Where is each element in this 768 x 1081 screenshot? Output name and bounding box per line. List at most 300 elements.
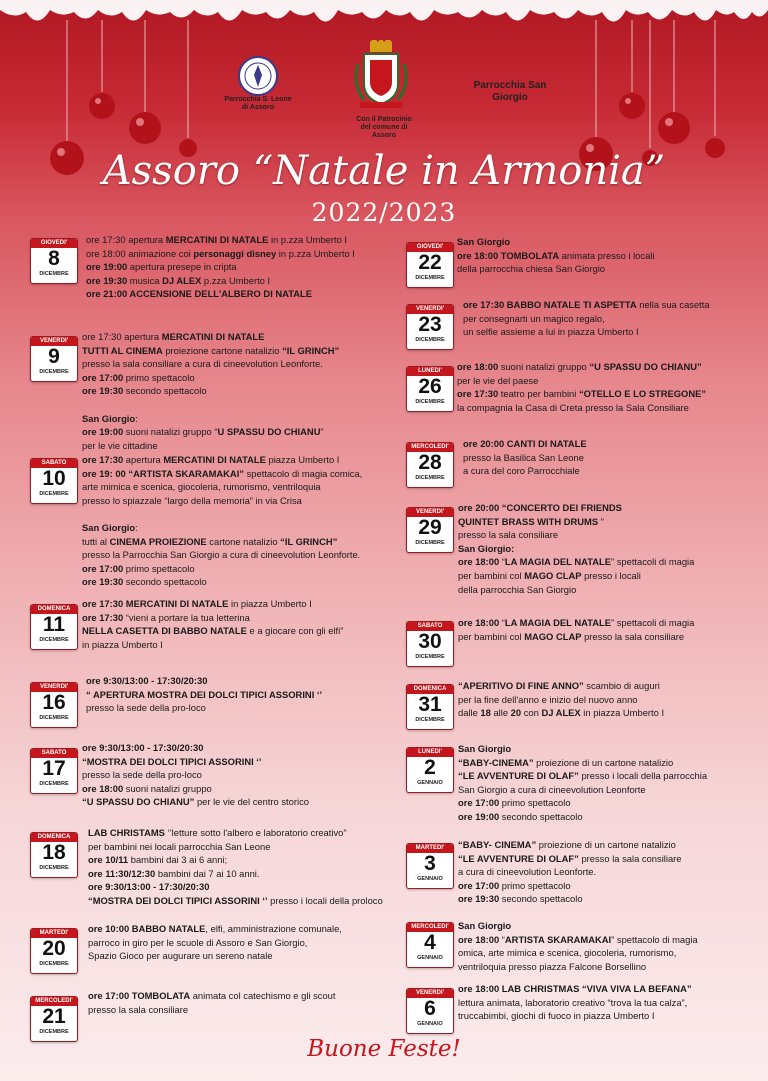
- event-line: [458, 1009, 654, 1023]
- event-text: animata col catechismo e gli scout: [190, 990, 336, 1001]
- event-text: “IL GRINCH”: [280, 535, 338, 547]
- event-text: ore 19:30: [86, 274, 128, 286]
- event-text: in piazza Umberto I: [228, 598, 312, 609]
- event-text: ore 17:00: [82, 562, 124, 574]
- event-line: [82, 412, 138, 426]
- event-text: ore 17:30: [457, 388, 499, 400]
- calendar-month: DICEMBRE: [415, 337, 445, 343]
- event-text: Spazio Gioco per augurare un sereno natale: [88, 950, 273, 962]
- event-text: spettacolo di magia comica,: [244, 467, 363, 479]
- event-text: ore 20:00 CANTI DI NATALE: [463, 438, 587, 449]
- event-text: DJ ALEX: [541, 707, 581, 719]
- calendar-date-icon: [406, 442, 454, 488]
- event-text: ore 18:00: [82, 782, 124, 794]
- event-text: ‘’letture sotto l'albero e laboratorio creativo”: [164, 827, 347, 838]
- event-line: [82, 755, 262, 769]
- calendar-day-number: 16: [42, 691, 66, 714]
- event-line: [458, 982, 692, 996]
- calendar-weekday: MERCOLEDI': [407, 923, 453, 932]
- event-line: [458, 756, 673, 770]
- event-text: suoni natalizi gruppo: [498, 361, 590, 372]
- calendar-date-icon: [30, 336, 78, 382]
- event-text: secondo spettacolo: [123, 385, 207, 397]
- event-line: [88, 880, 209, 894]
- calendar-day-number: 31: [418, 693, 442, 716]
- event-line: [458, 693, 638, 707]
- calendar-date-icon: [30, 832, 78, 878]
- event-text: ore 19:00: [82, 426, 124, 438]
- event-text: alle: [490, 707, 511, 719]
- event-line: [82, 357, 323, 371]
- event-text: con: [521, 707, 542, 719]
- event-text: “OTELLO E LO STREGONE”: [578, 388, 707, 400]
- event-line: [82, 330, 264, 344]
- calendar-day-number: 30: [418, 630, 442, 653]
- event-text: San Giorgio: [82, 412, 136, 424]
- event-line: [458, 919, 511, 933]
- event-text: ore 9:30/13:00 - 17:30/20:30: [86, 675, 208, 686]
- event-line: [86, 688, 322, 702]
- event-text: omica, arte mimica e scenica, giocoleria, rumorismo,: [458, 947, 677, 959]
- event-line: [82, 795, 309, 809]
- event-line: [457, 401, 689, 415]
- event-text: in piazza Umberto I: [580, 707, 665, 719]
- event-text: musica: [127, 274, 163, 286]
- event-line: [82, 480, 321, 494]
- event-line: [82, 624, 343, 638]
- event-text: ARTISTA SKARAMAKAI: [504, 933, 612, 945]
- event-line: [458, 515, 604, 529]
- calendar-month: GENNAIO: [417, 1021, 443, 1027]
- calendar-day-number: 8: [48, 247, 60, 270]
- event-text: primo spettacolo: [499, 879, 571, 891]
- event-text: TUTTI AL CINEMA: [82, 344, 163, 356]
- event-text: NELLA CASETTA DI BABBO NATALE: [82, 625, 247, 637]
- calendar-date-icon: [30, 238, 78, 284]
- event-text: della parrocchia chiesa San Giorgio: [457, 263, 605, 275]
- event-line: [82, 467, 362, 481]
- event-text: MAGO CLAP: [524, 570, 582, 581]
- calendar-weekday: VENERDI': [31, 683, 77, 692]
- event-text: arte mimica e scenica, giocoleria, rumorismo, ventriloquia: [82, 481, 321, 493]
- event-text: ore 19:30: [82, 385, 124, 397]
- event-line: [88, 1003, 188, 1017]
- event-text: suoni natalizi gruppo “: [123, 426, 218, 438]
- event-text: “CONCERTO DEI FRIENDS: [499, 502, 622, 513]
- calendar-date-icon: [406, 684, 454, 730]
- calendar-month: DICEMBRE: [415, 654, 445, 660]
- event-text: a cura del coro Parrocchiale: [463, 465, 580, 477]
- calendar-date-icon: [406, 843, 454, 889]
- event-line: [82, 562, 195, 576]
- event-line: [88, 853, 227, 867]
- event-text: in p.zza Umberto I: [268, 234, 348, 245]
- event-text: presso la sala consiliare: [88, 1003, 189, 1015]
- event-text: apertura: [123, 454, 164, 465]
- calendar-weekday: SABATO: [31, 749, 77, 758]
- event-line: [458, 583, 576, 597]
- event-line: [88, 949, 273, 963]
- event-text: “: [499, 556, 505, 568]
- calendar-day-number: 4: [424, 931, 436, 954]
- event-line: [88, 867, 260, 881]
- event-text: truccabimbi, giochi di fuoco in piazza Umberto I: [458, 1010, 655, 1022]
- event-line: [458, 616, 694, 630]
- event-text: presso la sala consiliare: [581, 630, 685, 642]
- event-text: , elfi, amministrazione comunale,: [205, 923, 342, 934]
- calendar-date-icon: [406, 242, 454, 288]
- event-text: suoni natalizi gruppo: [123, 782, 212, 794]
- calendar-day-number: 3: [424, 852, 436, 875]
- event-line: [463, 325, 639, 339]
- calendar-day-number: 10: [42, 467, 66, 490]
- event-text: apertura presepe in cripta: [127, 261, 237, 273]
- event-text: dalle: [458, 707, 481, 719]
- event-text: apertura: [121, 331, 162, 342]
- calendar-month: DICEMBRE: [39, 369, 69, 375]
- event-text: proiezione di un cartone natalizio: [533, 756, 674, 768]
- calendar-day-number: 6: [424, 997, 436, 1020]
- event-text: e a giocare con gli elfi”: [246, 625, 344, 637]
- event-text: LA MAGIA DEL NATALE: [504, 617, 611, 628]
- event-text: “: [499, 933, 505, 945]
- calendar-month: DICEMBRE: [39, 961, 69, 967]
- event-line: [86, 287, 312, 301]
- event-text: ore 18:00: [458, 617, 500, 628]
- event-line: [458, 679, 660, 693]
- event-text: un selfie assieme a lui in piazza Umberto I: [463, 326, 639, 338]
- event-text: presso i locali della proloco: [267, 895, 383, 906]
- event-text: :: [135, 522, 138, 533]
- event-text: CINEMA PROIEZIONE: [109, 535, 207, 547]
- calendar-weekday: DOMENICA: [31, 605, 77, 614]
- calendar-month: DICEMBRE: [39, 715, 69, 721]
- event-text: “U SPASSU DO CHIANU”: [82, 796, 195, 808]
- calendar-date-icon: [406, 304, 454, 350]
- calendar-weekday: LUNEDI': [407, 367, 453, 376]
- calendar-weekday: SABATO: [31, 459, 77, 468]
- event-line: [463, 451, 584, 465]
- event-text: San Giorgio:: [458, 542, 515, 554]
- event-text: ore 9:30/13:00 - 17:30/20:30: [82, 742, 204, 753]
- event-text: per la fine dell'anno e inizio del nuovo anno: [458, 693, 638, 705]
- event-text: nella sua casetta: [636, 299, 710, 310]
- calendar-day-number: 28: [418, 451, 442, 474]
- event-line: [458, 630, 684, 644]
- calendar-day-number: 26: [418, 375, 442, 398]
- event-text: animata presso i locali: [559, 249, 655, 261]
- event-line: [82, 494, 302, 508]
- event-text: ore 19:00: [458, 811, 500, 822]
- event-text: San Giorgio: [457, 236, 511, 247]
- event-line: [82, 344, 339, 358]
- calendar-date-icon: [406, 922, 454, 968]
- event-line: [88, 922, 342, 936]
- calendar-weekday: VENERDI': [407, 989, 453, 998]
- calendar-date-icon: [406, 621, 454, 667]
- event-text: U SPASSU DO CHIANU: [217, 426, 321, 438]
- event-text: secondo spettacolo: [499, 893, 583, 905]
- event-line: [82, 575, 207, 589]
- event-text: ore 17:00: [82, 371, 124, 383]
- footer-greeting: Buone Feste!: [307, 1036, 461, 1062]
- event-text: “ APERTURA MOSTRA DEI DOLCI TIPICI ASSORINI ‘’: [86, 688, 323, 700]
- calendar-month: GENNAIO: [417, 780, 443, 786]
- event-text: “LE AVVENTURE DI OLAF”: [458, 852, 579, 864]
- event-text: cartone natalizio: [206, 535, 281, 547]
- calendar-date-icon: [30, 604, 78, 650]
- calendar-day-number: 21: [42, 1005, 66, 1028]
- event-line: [458, 892, 583, 906]
- calendar-month: DICEMBRE: [39, 637, 69, 643]
- event-text: MERCATINI DI NATALE: [163, 454, 266, 465]
- logo-left-text: Parrocchia S. Leone di Assoro: [224, 96, 292, 111]
- event-text: ore 11:30/12:30: [88, 867, 156, 879]
- event-line: [88, 840, 270, 854]
- event-line: [88, 826, 346, 840]
- event-line: [457, 235, 510, 249]
- calendar-weekday: MERCOLEDI': [407, 443, 453, 452]
- event-line: [82, 371, 195, 385]
- calendar-month: DICEMBRE: [39, 491, 69, 497]
- event-text: presso lo spiazzale “largo della memoria” in via Crisa: [82, 494, 302, 506]
- calendar-month: DICEMBRE: [39, 781, 69, 787]
- event-text: ore 17:00: [458, 879, 500, 891]
- event-line: [88, 894, 383, 908]
- calendar-day-number: 2: [424, 756, 436, 779]
- event-text: ore 17:00 TOMBOLATA: [88, 990, 191, 1001]
- calendar-weekday: MARTEDI': [31, 929, 77, 938]
- event-text: per le vie del paese: [457, 374, 539, 386]
- event-text: primo spettacolo: [123, 562, 195, 574]
- event-line: [463, 312, 605, 326]
- event-line: [458, 569, 641, 583]
- event-line: [463, 437, 587, 451]
- event-line: [82, 453, 339, 467]
- event-text: ore 19:00: [86, 261, 128, 273]
- calendar-date-icon: [406, 747, 454, 793]
- event-line: [458, 528, 558, 542]
- logo-right-text: Parrocchia San Giorgio: [473, 80, 547, 103]
- event-line: [457, 249, 654, 263]
- event-text: ore 19: 00 “ARTISTA SKARAMAKAI”: [82, 467, 244, 479]
- event-text: presso la Basilica San Leone: [463, 451, 584, 463]
- event-text: “: [499, 617, 505, 628]
- logo-center-text: Con il Patrocinio del comune di Assoro: [356, 116, 412, 139]
- event-text: presso la sala consiliare: [578, 852, 682, 864]
- calendar-weekday: GIOVEDI': [31, 239, 77, 248]
- event-text: LAB CHRISTAMS: [88, 827, 165, 838]
- event-text: ore 17:30: [82, 454, 124, 465]
- event-line: [82, 638, 163, 652]
- event-text: ” spettacolo di magia: [611, 933, 698, 945]
- event-line: [82, 425, 324, 439]
- event-text: 20: [510, 707, 522, 719]
- calendar-weekday: DOMENICA: [31, 833, 77, 842]
- event-text: ore 17:30: [82, 611, 124, 623]
- calendar-month: DICEMBRE: [415, 717, 445, 723]
- event-text: presso i locali della parrocchia: [578, 770, 708, 782]
- calendar-date-icon: [30, 458, 78, 504]
- event-text: ventriloquia presso piazza Falcone Borsellino: [458, 960, 647, 972]
- event-line: [463, 298, 710, 312]
- event-line: [458, 542, 514, 556]
- calendar-date-icon: [406, 988, 454, 1034]
- event-text: per consegnarti un magico regalo,: [463, 312, 605, 324]
- event-line: [82, 782, 212, 796]
- event-text: San Giorgio: [458, 920, 512, 931]
- event-text: primo spettacolo: [499, 797, 571, 809]
- event-text: San Giorgio: [82, 522, 136, 533]
- calendar-day-number: 11: [42, 613, 66, 636]
- event-text: “BABY- CINEMA”: [458, 839, 537, 850]
- calendar-month: DICEMBRE: [39, 865, 69, 871]
- event-text: presso la sala consiliare a cura di cineevolution Leonforte.: [82, 358, 323, 370]
- event-line: [82, 535, 337, 549]
- calendar-month: DICEMBRE: [415, 399, 445, 405]
- event-text: ore 9:30/13:00 - 17:30/20:30: [88, 881, 210, 893]
- page-year: 2022/2023: [311, 198, 457, 227]
- event-line: [457, 262, 605, 276]
- calendar-weekday: DOMENICA: [407, 685, 453, 694]
- event-line: [82, 521, 138, 535]
- event-line: [458, 960, 646, 974]
- event-line: [457, 374, 538, 388]
- event-text: per le vie cittadine: [82, 439, 158, 451]
- event-text: per le vie del centro storico: [194, 796, 309, 808]
- event-line: [458, 879, 571, 893]
- calendar-month: DICEMBRE: [415, 540, 445, 546]
- event-text: proiezione cartone natalizio: [162, 344, 283, 356]
- event-line: [82, 741, 203, 755]
- event-text: ore 18:00 TOMBOLATA: [457, 249, 560, 261]
- calendar-month: DICEMBRE: [415, 475, 445, 481]
- calendar-weekday: VENERDI': [31, 337, 77, 346]
- event-text: ”: [598, 515, 604, 527]
- calendar-weekday: LUNEDI': [407, 748, 453, 757]
- calendar-weekday: VENERDI': [407, 305, 453, 314]
- event-text: per bambini nei locali parrocchia San Leone: [88, 840, 271, 852]
- event-line: [86, 674, 207, 688]
- event-text: presso la sede della pro-loco: [82, 769, 202, 781]
- calendar-weekday: SABATO: [407, 622, 453, 631]
- event-text: la compagnia la Casa di Creta presso la Sala Consiliare: [457, 401, 689, 413]
- event-line: [458, 769, 707, 783]
- calendar-day-number: 22: [418, 251, 442, 274]
- event-text: ore 18:00: [457, 361, 499, 372]
- event-text: ore 19:30: [82, 576, 124, 588]
- event-text: teatro per bambini: [498, 388, 579, 400]
- calendar-date-icon: [30, 682, 78, 728]
- event-line: [458, 742, 511, 756]
- event-text: ore 21:00 ACCENSIONE DELL'ALBERO DI NATALE: [86, 288, 313, 300]
- event-text: “LE AVVENTURE DI OLAF”: [458, 770, 579, 782]
- calendar-weekday: VENERDI': [407, 508, 453, 517]
- event-line: [458, 555, 694, 569]
- event-text: personaggi disney: [193, 247, 277, 259]
- event-text: lettura animata, laboratorio creativo “trova la tua calza”,: [458, 996, 688, 1008]
- event-line: [458, 838, 676, 852]
- event-text: presso la Parrocchia San Giorgio a cura di cineevolution Leonforte.: [82, 549, 361, 561]
- parish-seal-icon: [237, 55, 279, 97]
- event-text: “MOSTRA DEI DOLCI TIPICI ASSORINI ‘’: [88, 895, 268, 906]
- event-text: scambio di auguri: [583, 680, 660, 691]
- event-line: [458, 796, 571, 810]
- event-text: MERCATINI DI NATALE: [165, 234, 269, 245]
- event-text: ore 18:00: [458, 556, 500, 568]
- event-text: in piazza Umberto I: [82, 638, 163, 650]
- event-text: della parrocchia San Giorgio: [458, 583, 577, 595]
- event-line: [86, 247, 355, 261]
- event-text: ore 20:00: [458, 502, 500, 513]
- event-text: ore 10:00 BABBO NATALE: [88, 923, 206, 934]
- event-line: [82, 768, 202, 782]
- calendar-weekday: MARTEDI': [407, 844, 453, 853]
- calendar-day-number: 20: [42, 937, 66, 960]
- event-text: presso i locali: [581, 570, 641, 581]
- event-line: [458, 501, 622, 515]
- calendar-month: GENNAIO: [417, 955, 443, 961]
- event-text: 18: [480, 707, 491, 719]
- event-text: ore 17:30 MERCATINI DI NATALE: [82, 598, 229, 609]
- event-line: [458, 706, 664, 720]
- event-line: [86, 274, 270, 288]
- event-text: “MOSTRA DEI DOLCI TIPICI ASSORINI ‘’: [82, 755, 262, 767]
- event-text: “BABY-CINEMA”: [458, 756, 534, 768]
- calendar-date-icon: [30, 928, 78, 974]
- event-text: ”: [320, 426, 324, 438]
- event-line: [458, 933, 698, 947]
- event-text: ore 19:30: [458, 893, 500, 905]
- event-text: LA MAGIA DEL NATALE: [504, 556, 611, 568]
- event-text: “vieni a portare la tua letterina: [123, 611, 250, 623]
- event-text: proiezione di un cartone natalizio: [536, 839, 676, 850]
- event-text: piazza Umberto I: [265, 454, 340, 465]
- event-text: ” spettacoli di magia: [610, 556, 695, 568]
- event-line: [82, 548, 360, 562]
- event-line: [82, 611, 250, 625]
- calendar-date-icon: [406, 366, 454, 412]
- event-text: per bambini col: [458, 630, 525, 642]
- calendar-day-number: 23: [418, 313, 442, 336]
- calendar-date-icon: [30, 748, 78, 794]
- event-text: presso la sede della pro-loco: [86, 702, 206, 714]
- event-text: ore 17:30: [82, 331, 122, 342]
- event-text: ore 18:00 LAB CHRISTMAS “VIVA VIVA LA BEFANA”: [458, 983, 692, 994]
- event-line: [82, 439, 158, 453]
- event-text: San Giorgio a cura di cineevolution Leonforte: [458, 783, 646, 795]
- event-line: [82, 597, 312, 611]
- event-text: secondo spettacolo: [499, 811, 583, 822]
- event-line: [458, 946, 676, 960]
- event-line: [458, 996, 687, 1010]
- page-title: Assoro “Natale in Armonia”: [102, 148, 666, 194]
- event-text: “U SPASSU DO CHIANU”: [589, 361, 702, 372]
- event-line: [458, 783, 646, 797]
- calendar-weekday: MERCOLEDI': [31, 997, 77, 1006]
- event-text: ore 17:30 BABBO NATALE TI ASPETTA: [463, 299, 637, 310]
- event-text: DJ ALEX: [162, 274, 202, 286]
- municipal-coat-of-arms-icon: [350, 40, 412, 112]
- event-text: ore 18:00: [458, 933, 500, 945]
- event-line: [86, 233, 347, 247]
- calendar-day-number: 18: [42, 841, 66, 864]
- event-text: ore 17:00: [458, 797, 500, 809]
- event-line: [463, 464, 580, 478]
- calendar-month: DICEMBRE: [415, 275, 445, 281]
- event-text: MAGO CLAP: [524, 630, 582, 642]
- calendar-day-number: 17: [42, 757, 66, 780]
